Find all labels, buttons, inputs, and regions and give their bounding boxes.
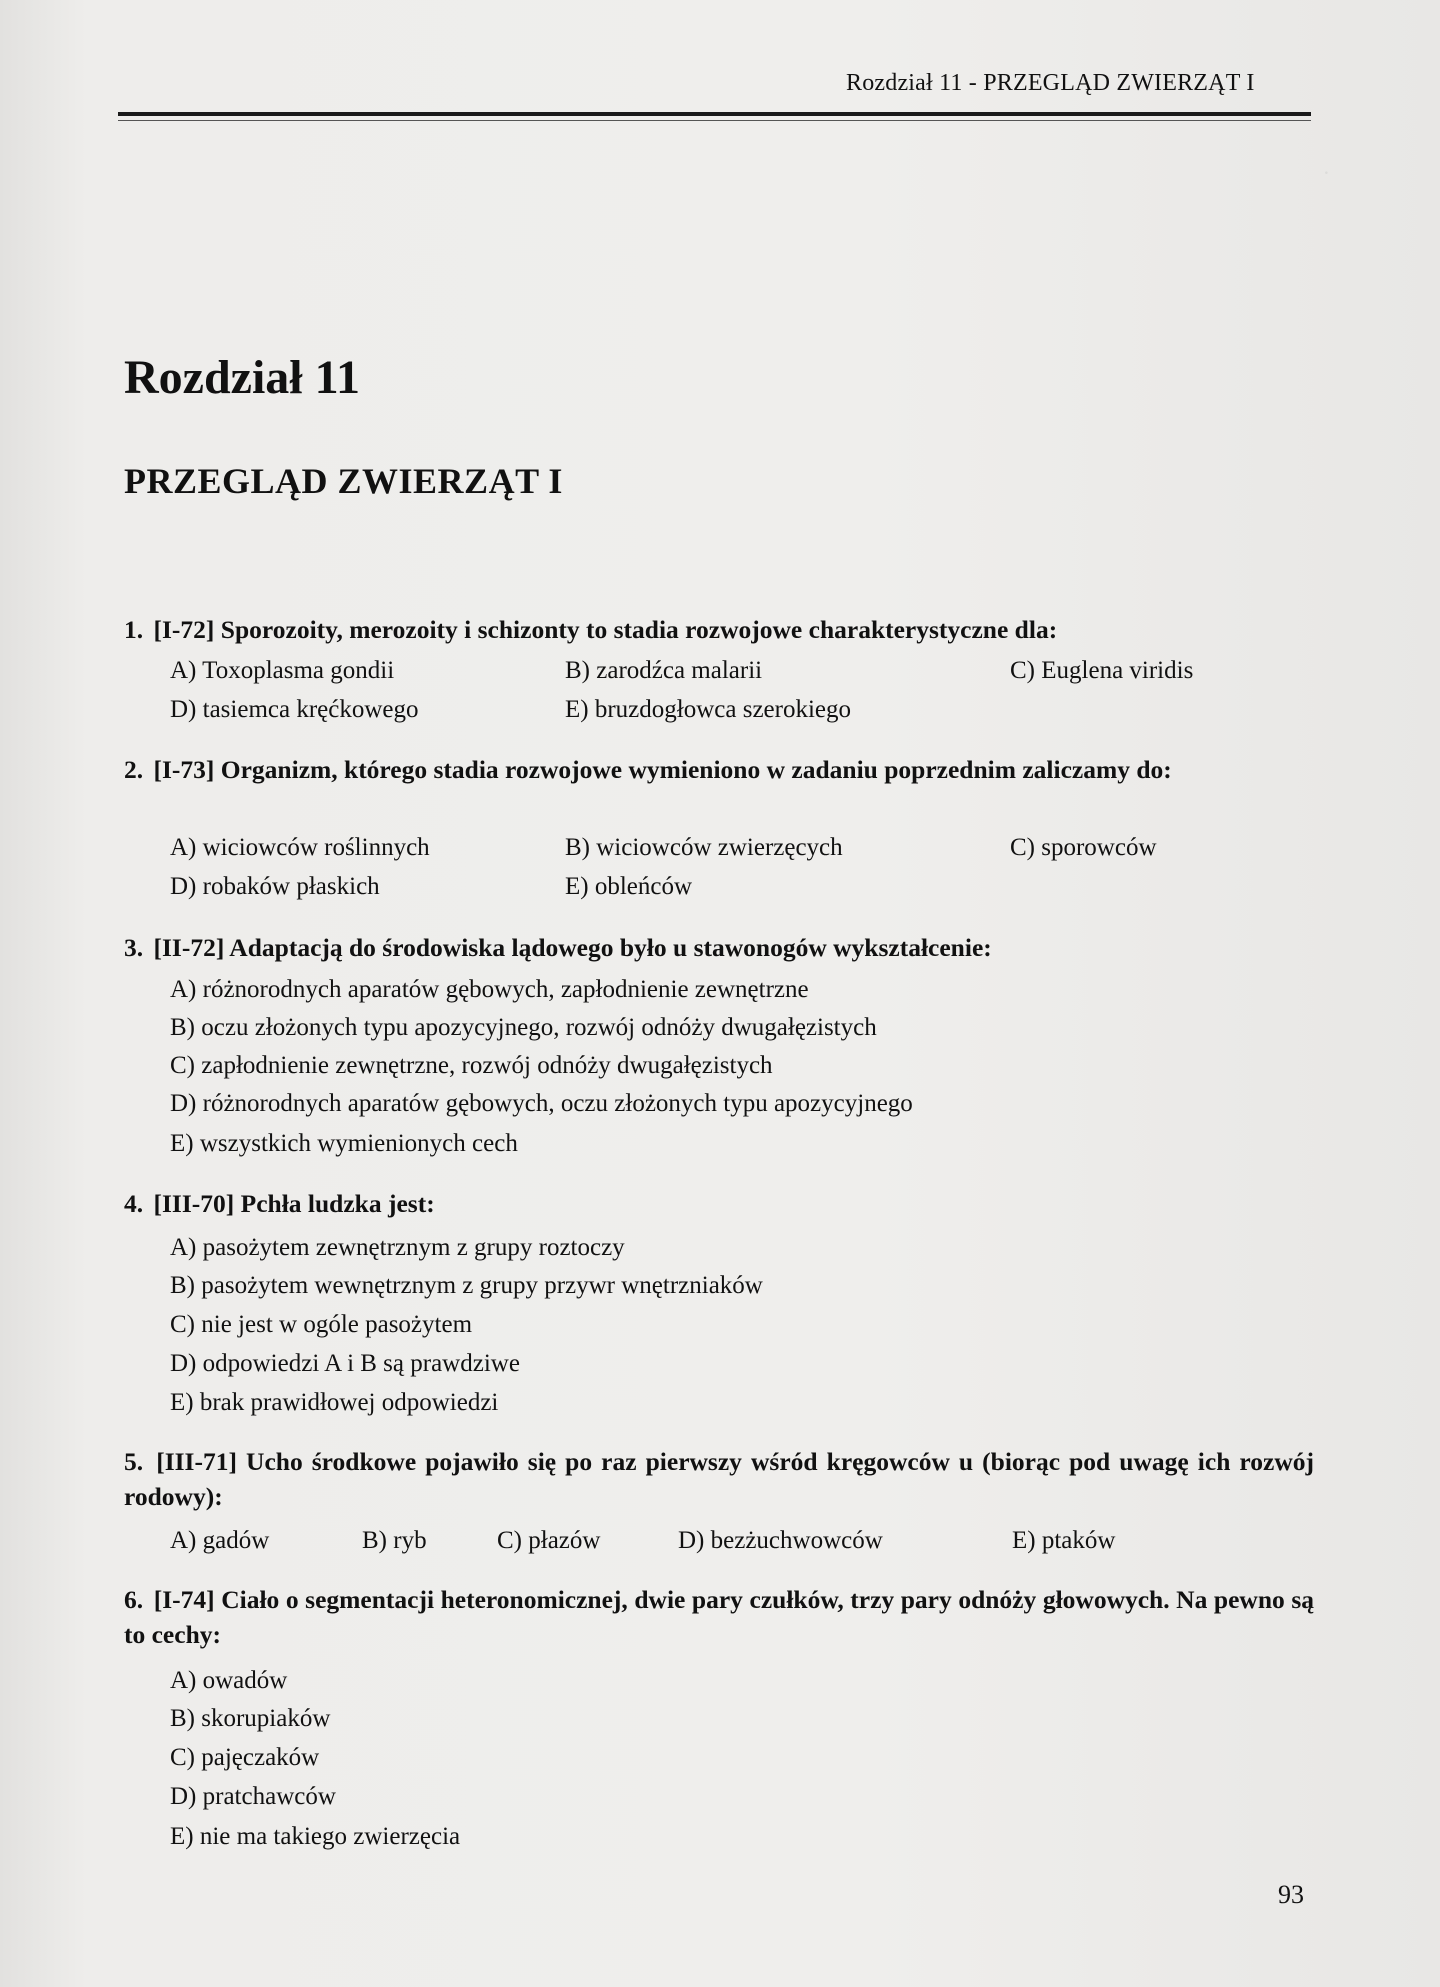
question-code: [I-72] <box>153 615 215 644</box>
question-number: 2. <box>124 755 144 784</box>
header-rule-thin <box>118 120 1311 121</box>
question-3-option-d: D) różnorodnych aparatów gębowych, oczu złożonych typu apozycyjnego <box>170 1090 913 1117</box>
question-6-option-a: A) owadów <box>170 1667 288 1694</box>
question-1-option-d: D) tasiemca kręćkowego <box>170 696 419 723</box>
question-3-stem <box>124 930 1314 965</box>
question-4-option-e: E) brak prawidłowej odpowiedzi <box>170 1389 499 1416</box>
question-3-option-c: C) zapłodnienie zewnętrzne, rozwój odnóży dwugałęzistych <box>170 1052 773 1079</box>
question-2-option-e: E) obleńców <box>565 873 693 900</box>
chapter-title: Rozdział 11 <box>124 351 360 404</box>
page-number: 93 <box>1278 1880 1304 1909</box>
question-number: 1. <box>124 615 144 644</box>
header-rule <box>118 112 1311 116</box>
question-3-option-a: A) różnorodnych aparatów gębowych, zapłodnienie zewnętrzne <box>170 976 809 1003</box>
question-5-option-c: C) płazów <box>497 1527 601 1554</box>
question-2-option-c: C) sporowców <box>1010 834 1157 861</box>
question-4-stem <box>124 1186 1314 1221</box>
question-1-stem <box>124 612 1314 647</box>
question-2-option-b: B) wiciowców zwierzęcych <box>565 834 843 861</box>
question-text: Pchła ludzka jest: <box>240 1189 435 1218</box>
question-6-option-c: C) pajęczaków <box>170 1744 320 1771</box>
question-text: Adaptacją do środowiska lądowego było u stawonogów wykształcenie: <box>229 933 992 962</box>
question-6-option-e: E) nie ma takiego zwierzęcia <box>170 1823 461 1850</box>
question-5-option-e: E) ptaków <box>1012 1527 1116 1554</box>
question-4-option-b: B) pasożytem wewnętrznym z grupy przywr wnętrzniaków <box>170 1272 763 1299</box>
question-2-option-a: A) wiciowców roślinnych <box>170 834 430 861</box>
question-1-option-a: A) Toxoplasma gondii <box>170 657 395 684</box>
question-2-option-d: D) robaków płaskich <box>170 873 380 900</box>
question-5-stem <box>124 1444 1314 1514</box>
question-text: Ciało o segmentacji heteronomicznej, dwie pary czułków, trzy pary odnóży głowowych. Na pewno są to cechy: <box>124 1585 1315 1649</box>
question-number: 6. <box>124 1585 144 1614</box>
question-6-option-d: D) pratchawców <box>170 1783 336 1810</box>
question-text: Ucho środkowe pojawiło się po raz pierwszy wśród kręgowców u (biorąc pod uwagę ich rozwój rodowy): <box>124 1447 1315 1511</box>
question-code: [II-72] <box>153 933 225 962</box>
question-6-stem <box>124 1582 1314 1652</box>
question-number: 3. <box>124 933 144 962</box>
question-5-option-b: B) ryb <box>362 1527 427 1554</box>
question-code: [III-70] <box>153 1189 235 1218</box>
question-2-stem <box>124 752 1314 787</box>
question-5-option-d: D) bezżuchwowców <box>678 1527 883 1554</box>
question-4-option-d: D) odpowiedzi A i B są prawdziwe <box>170 1350 520 1377</box>
bleed-through-text: · <box>1322 160 1330 185</box>
running-header: Rozdział 11 - PRZEGLĄD ZWIERZĄT I <box>846 70 1255 96</box>
question-3-option-e: E) wszystkich wymienionych cech <box>170 1130 518 1157</box>
question-6-option-b: B) skorupiaków <box>170 1705 331 1732</box>
question-number: 5. <box>124 1447 144 1476</box>
question-code: [III-71] <box>156 1447 237 1476</box>
section-title: PRZEGLĄD ZWIERZĄT I <box>124 461 563 501</box>
question-4-option-c: C) nie jest w ogóle pasożytem <box>170 1311 473 1338</box>
question-code: [I-73] <box>153 755 215 784</box>
question-1-option-c: C) Euglena viridis <box>1010 657 1194 684</box>
question-1-option-b: B) zarodźca malarii <box>565 657 763 684</box>
question-text: Organizm, którego stadia rozwojowe wymieniono w zadaniu poprzednim zaliczamy do: <box>220 755 1172 784</box>
question-1-option-e: E) bruzdogłowca szerokiego <box>565 696 851 723</box>
question-3-option-b: B) oczu złożonych typu apozycyjnego, rozwój odnóży dwugałęzistych <box>170 1014 877 1041</box>
question-text: Sporozoity, merozoity i schizonty to stadia rozwojowe charakterystyczne dla: <box>220 615 1058 644</box>
question-5-option-a: A) gadów <box>170 1527 270 1554</box>
question-code: [I-74] <box>153 1585 215 1614</box>
question-4-option-a: A) pasożytem zewnętrznym z grupy roztoczy <box>170 1234 625 1261</box>
question-number: 4. <box>124 1189 144 1218</box>
